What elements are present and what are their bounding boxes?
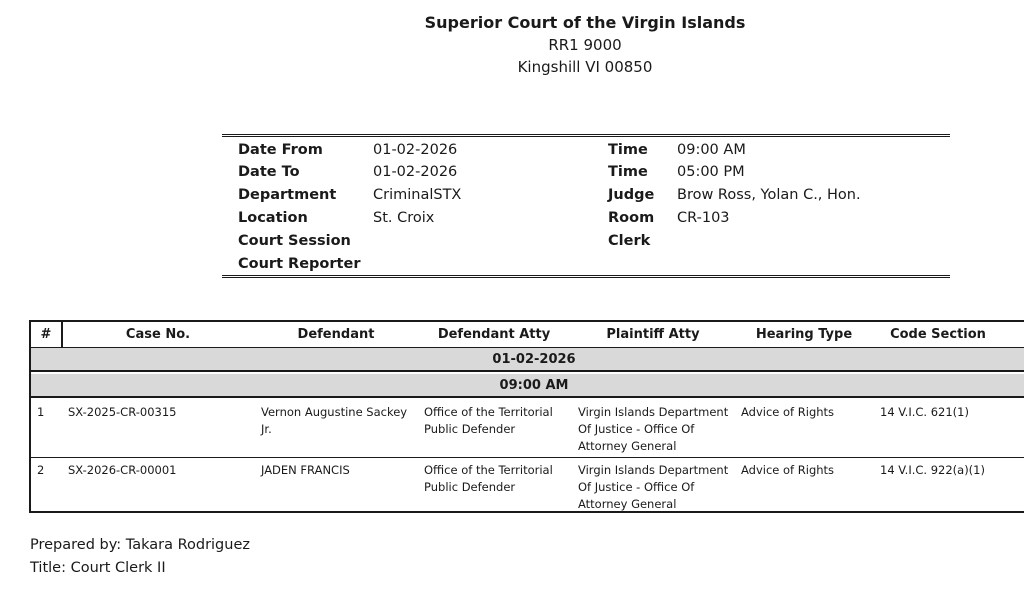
clerk-label: Clerk [608, 233, 651, 249]
col-header-number: # [31, 322, 63, 347]
plaintiff-attorney: Virgin Islands Department Of Justice - Office Of Attorney General [578, 463, 729, 511]
court-name: Superior Court of the Virgin Islands [424, 13, 746, 32]
date-to-value: 01-02-2026 [373, 164, 458, 180]
report-header [0, 12, 1024, 78]
location-value: St. Croix [373, 210, 435, 226]
defendant-attorney: Office of the Territorial Public Defender [424, 463, 553, 494]
row-number: 2 [37, 463, 45, 477]
col-header-plaintiff-atty: Plaintiff Atty [606, 327, 700, 342]
room-label: Room [608, 210, 655, 226]
col-header-defendant: Defendant [297, 327, 375, 342]
prepared-by: Prepared by: Takara Rodriguez [30, 537, 250, 553]
court-session-label: Court Session [238, 233, 351, 249]
judge-value: Brow Ross, Yolan C., Hon. [677, 187, 861, 203]
case-number: SX-2026-CR-00001 [68, 463, 177, 477]
room-value: CR-103 [677, 210, 730, 226]
defendant-name: JADEN FRANCIS [261, 463, 350, 477]
col-header-defendant-atty: Defendant Atty [437, 327, 551, 342]
col-header-case-no: Case No. [125, 327, 191, 342]
address-line-2: Kingshill VI 00850 [517, 58, 653, 76]
address-line-1: RR1 9000 [548, 36, 622, 54]
defendant-attorney: Office of the Territorial Public Defender [424, 405, 553, 436]
time-from-value: 09:00 AM [677, 142, 746, 158]
hearing-type: Advice of Rights [741, 405, 835, 419]
department-label: Department [238, 187, 337, 203]
department-value: CriminalSTX [373, 187, 462, 203]
hearing-type: Advice of Rights [741, 463, 835, 477]
date-from-value: 01-02-2026 [373, 142, 458, 158]
date-to-label: Date To [238, 164, 300, 180]
time-group-row: 09:00 AM [31, 374, 1024, 398]
col-header-code-section: Code Section [890, 327, 986, 342]
table-header [31, 322, 1024, 349]
court-reporter-label: Court Reporter [238, 256, 361, 272]
judge-label: Judge [608, 187, 655, 203]
code-section: 14 V.I.C. 922(a)(1) [880, 463, 985, 477]
case-number: SX-2025-CR-00315 [68, 405, 177, 419]
location-label: Location [238, 210, 308, 226]
session-info-block [222, 134, 950, 278]
col-header-hearing-type: Hearing Type [755, 327, 853, 342]
calendar-table [29, 320, 1024, 513]
time-to-label: Time [608, 164, 648, 180]
time-to-value: 05:00 PM [677, 164, 745, 180]
plaintiff-attorney: Virgin Islands Department Of Justice - Office Of Attorney General [578, 405, 729, 453]
table-row [31, 400, 1024, 458]
code-section: 14 V.I.C. 621(1) [880, 405, 969, 419]
date-from-label: Date From [238, 142, 323, 158]
table-row [31, 458, 1024, 513]
defendant-name: Vernon Augustine Sackey Jr. [261, 405, 408, 436]
preparer-title: Title: Court Clerk II [30, 560, 166, 576]
date-group-row: 01-02-2026 [31, 348, 1024, 372]
time-from-label: Time [608, 142, 648, 158]
row-number: 1 [37, 405, 45, 419]
